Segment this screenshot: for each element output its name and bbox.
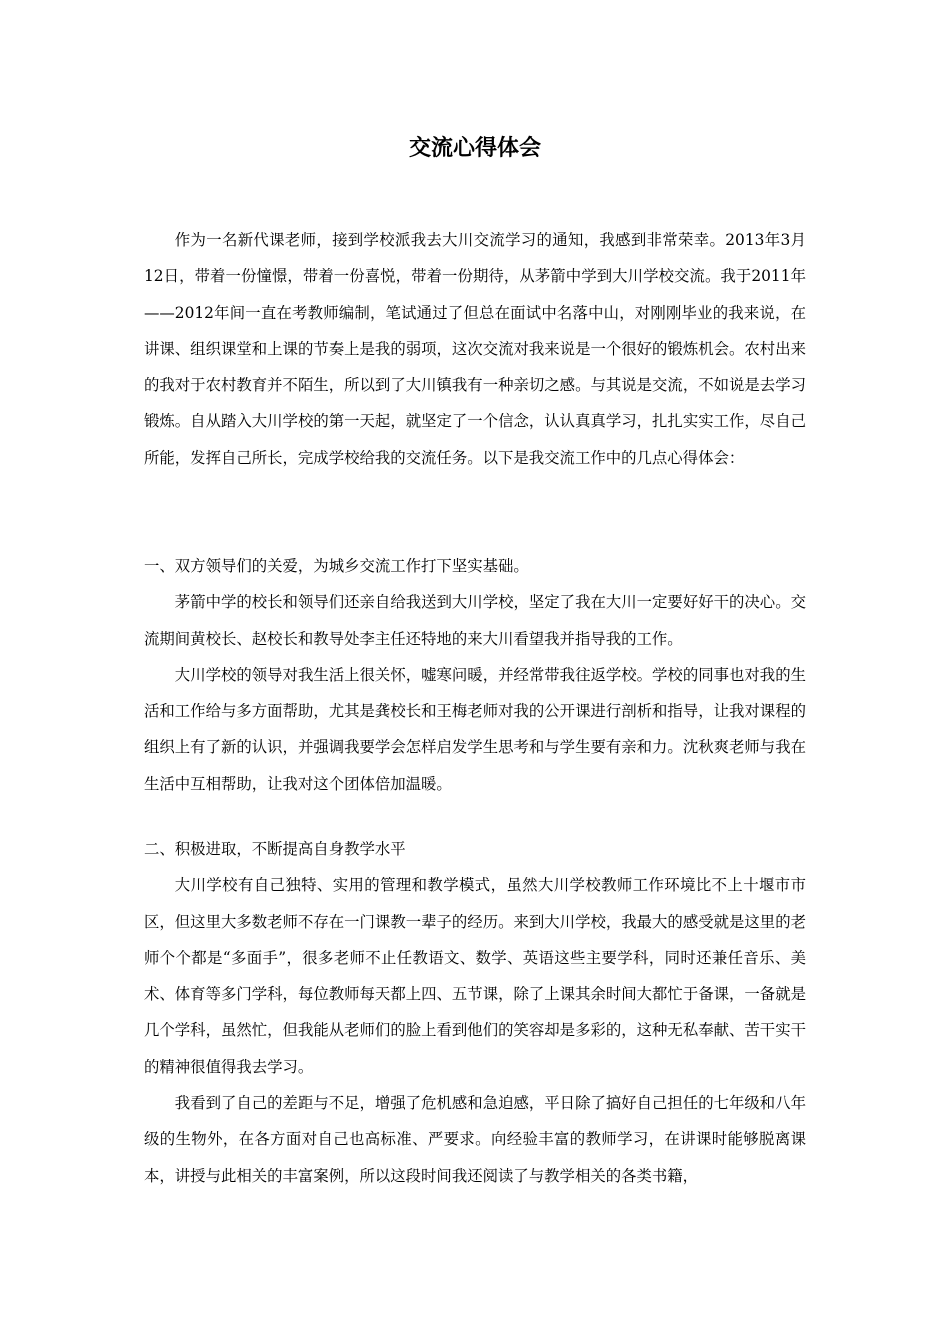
section-two-paragraph-2: 我看到了自己的差距与不足，增强了危机感和急迫感，平日除了搞好自己担任的七年级和八年级的生物外，在各方面对自己也高标准、严要求。向经验丰富的教师学习，在讲课时能够脱离课本，讲授与此相关的丰富案例，所以这段时间我还阅读了与教学相关的各类书籍， <box>144 1094 806 1185</box>
document-title: 交流心得体会 <box>408 136 541 161</box>
section-two <box>144 831 806 1194</box>
section-one-paragraph-2: 大川学校的领导对我生活上很关怀，嘘寒问暖，并经常带我往返学校。学校的同事也对我的生活和工作给与多方面帮助，尤其是龚校长和王梅老师对我的公开课进行剖析和指导，让我对课程的组织上有了新的认识，并强调我要学会怎样启发学生思考和与学生要有亲和力。沈秋爽老师与我在生活中互相帮助，让我对这个团体倍加温暖。 <box>144 665 806 793</box>
section-two-paragraph-1: 大川学校有自己独特、实用的管理和教学模式，虽然大川学校教师工作环境比不上十堰市市区，但这里大多数老师不存在一门课教一辈子的经历。来到大川学校，我最大的感受就是这里的老师个个都是“多面手”，很多老师不止任教语文、数学、英语这些主要学科，同时还兼任音乐、美术、体育等多门学科，每位教师每天都上四、五节课，除了上课其余时间大都忙于备课，一备就是几个学科，虽然忙，但我能从老师们的脸上看到他们的笑容却是多彩的，这种无私奉献、苦干实干的精神很值得我去学习。 <box>144 876 806 1076</box>
document-body <box>144 222 806 476</box>
section-one-heading: 一、双方领导们的关爱，为城乡交流工作打下坚实基础。 <box>144 557 529 575</box>
section-one <box>144 548 806 802</box>
section-two-heading: 二、积极进取，不断提高自身教学水平 <box>144 840 406 858</box>
section-one-paragraph-1: 茅箭中学的校长和领导们还亲自给我送到大川学校，坚定了我在大川一定要好好干的决心。交流期间黄校长、赵校长和教导处李主任还特地的来大川看望我并指导我的工作。 <box>144 593 806 648</box>
intro-paragraph: 作为一名新代课老师，接到学校派我去大川交流学习的通知，我感到非常荣幸。2013年3月12日，带着一份憧憬，带着一份喜悦，带着一份期待，从茅箭中学到大川学校交流。我于2011年——2012年间一直在考教师编制，笔试通过了但总在面试中名落中山，对刚刚毕业的我来说，在讲课、组织课堂和上课的节奏上是我的弱项，这次交流对我来说是一个很好的锻炼机会。农村出来的我对于农村教育并不陌生，所以到了大川镇我有一种亲切之感。与其说是交流，不如说是去学习锻炼。自从踏入大川学校的第一天起，就坚定了一个信念，认认真真学习，扎扎实实工作，尽自己所能，发挥自己所长，完成学校给我的交流任务。以下是我交流工作中的几点心得体会： <box>144 231 806 467</box>
